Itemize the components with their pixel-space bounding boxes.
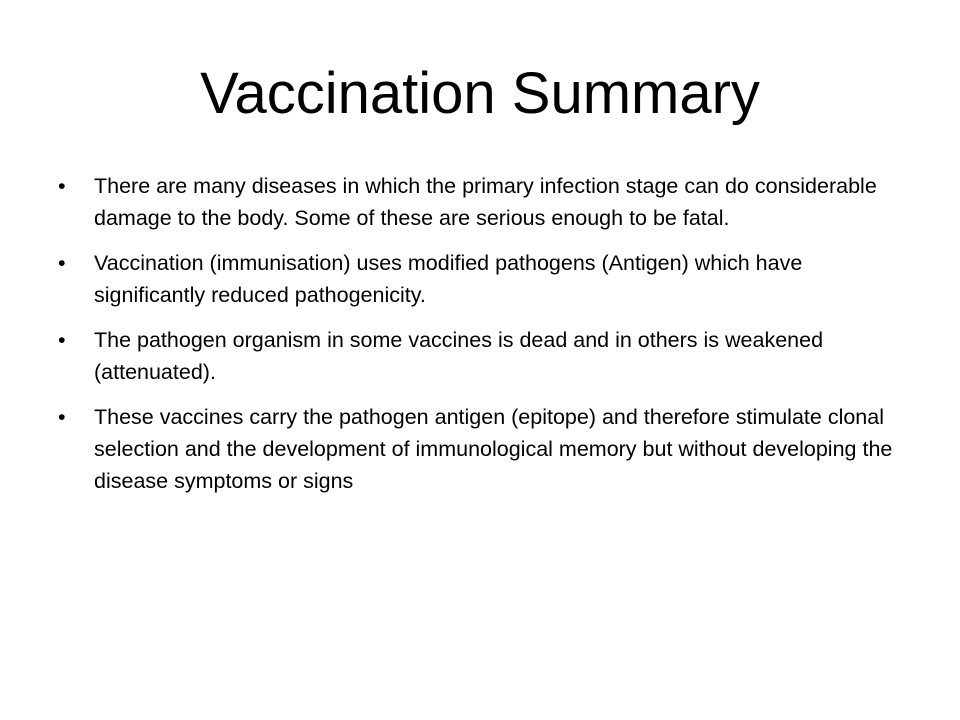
bullet-list xyxy=(56,170,916,510)
bullet-item xyxy=(56,247,916,311)
bullet-icon: • xyxy=(58,405,66,429)
bullet-text: Vaccination (immunisation) uses modified pathogens (Antigen) which have significantly reduced pathogenicity. xyxy=(94,251,803,307)
bullet-text: These vaccines carry the pathogen antigen (epitope) and therefore stimulate clonal selection and the development of immunological memory but without developing the disease symptoms or signs xyxy=(94,405,893,493)
bullet-icon: • xyxy=(58,174,66,198)
bullet-item xyxy=(56,170,916,234)
bullet-icon: • xyxy=(58,328,66,352)
bullet-item xyxy=(56,401,916,497)
bullet-item xyxy=(56,324,916,388)
slide-title: Vaccination Summary xyxy=(200,61,760,126)
bullet-text: The pathogen organism in some vaccines is dead and in others is weakened (attenuated). xyxy=(94,328,824,384)
bullet-text: There are many diseases in which the primary infection stage can do considerable damage to the body. Some of these are serious enough to be fatal. xyxy=(94,174,877,230)
bullet-icon: • xyxy=(58,251,66,275)
